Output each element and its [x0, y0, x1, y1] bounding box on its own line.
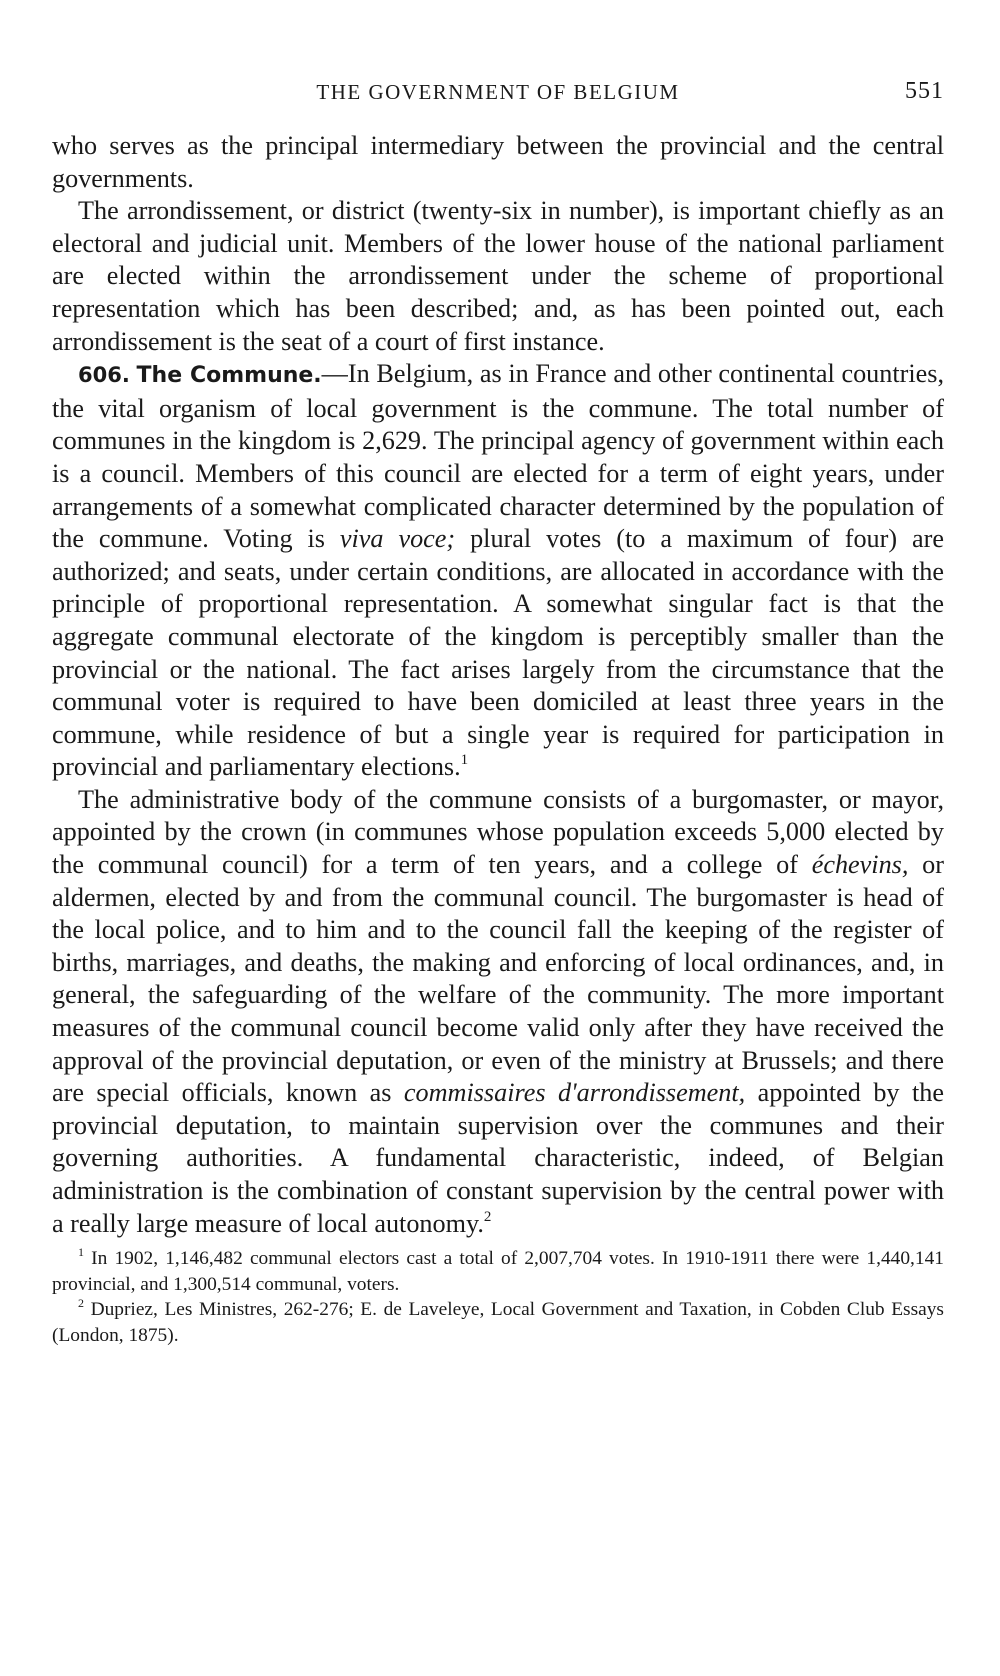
section-number: 606.: [78, 363, 130, 388]
footnotes: [52, 1246, 944, 1348]
running-title: THE GOVERNMENT OF BELGIUM: [316, 80, 680, 104]
paragraph-text: The administrative body of the commune consists of a burgomaster, or mayor, appointed by the crown (in communes whose population exceeds 5,000 elected by the communal council) for a term of ten years, and a college of: [52, 784, 944, 880]
footnote-text: Dupriez, Les Ministres, 262-276; E. de Laveleye, Local Government and Taxation, in Cobden Club Essays (London, 1875).: [52, 1299, 944, 1346]
italic-term: viva voce;: [339, 524, 456, 554]
paragraph-text: appointed by the provincial deputation, to maintain supervision over the communes and their governing authorities. A fundamental characteristic, indeed, of Belgian administration is the combination of constant supervision by the central power with a really large measure of local autonomy.: [52, 1078, 944, 1238]
paragraph-continuation: who serves as the principal intermediary between the provincial and the central governments.: [52, 131, 944, 193]
page-number: 551: [905, 78, 944, 104]
footnote: [52, 1297, 944, 1348]
italic-term: échevins,: [811, 850, 909, 880]
footnote-marker: 1: [78, 1245, 84, 1260]
paragraph-text: or aldermen, elected by and from the communal council. The burgomaster is head of the local police, and to him and to the council fall the keeping of the register of births, marriages, and deaths, the making and enforcing of local ordinances, and, in general, the safeguarding of the welfare of the community. The more important measures of the communal council become valid only after they have received the approval of the provincial deputation, or even of the ministry at Brussels; and there are special officials, known as: [52, 850, 944, 1108]
section-title: The Commune.: [136, 363, 322, 389]
footnote-text: In 1902, 1,146,482 communal electors cast a total of 2,007,704 votes. In 1910-1911 there were 1,440,141 provincial, and 1,300,514 communal, voters.: [52, 1248, 944, 1295]
paragraph-text: plural votes (to a maximum of four) are authorized; and seats, under certain conditions, are allocated in accordance with the principle of proportional representation. A somewhat singular fact is that the aggregate communal electorate of the kingdom is perceptibly smaller than the provincial or the national. The fact arises largely from the circumstance that the communal voter is required to have been domiciled at least three years in the commune, while residence of but a single year is required for participation in provincial and parliamentary elections.: [52, 524, 944, 782]
footnote-marker: 2: [78, 1296, 84, 1311]
body-text: [52, 130, 944, 1240]
italic-term: commissaires d'arrondissement,: [403, 1078, 746, 1108]
footnote-reference: 1: [460, 752, 469, 769]
paragraph-commune: [52, 358, 944, 784]
running-head: [52, 78, 944, 112]
paragraph-administration: [52, 784, 944, 1240]
paragraph-arrondissement: The arrondissement, or district (twenty-six in number), is important chiefly as an electoral and judicial unit. Members of the lower house of the national parliament are elected within the arrondissement under the scheme of proportional representation which has been described; and, as has been pointed out, each arrondissement is the seat of a court of first instance.: [52, 196, 944, 356]
footnote-reference: 2: [483, 1208, 492, 1225]
paragraph-text: —In Belgium, as in France and other continental countries, the vital organism of local government is the commune. The total number of communes in the kingdom is 2,629. The principal agency of government within each is a council. Members of this council are elected for a term of eight years, under arrangements of a somewhat complicated character determined by the population of the commune. Voting is: [52, 359, 945, 554]
book-page: [52, 78, 944, 1348]
footnote: [52, 1246, 944, 1297]
